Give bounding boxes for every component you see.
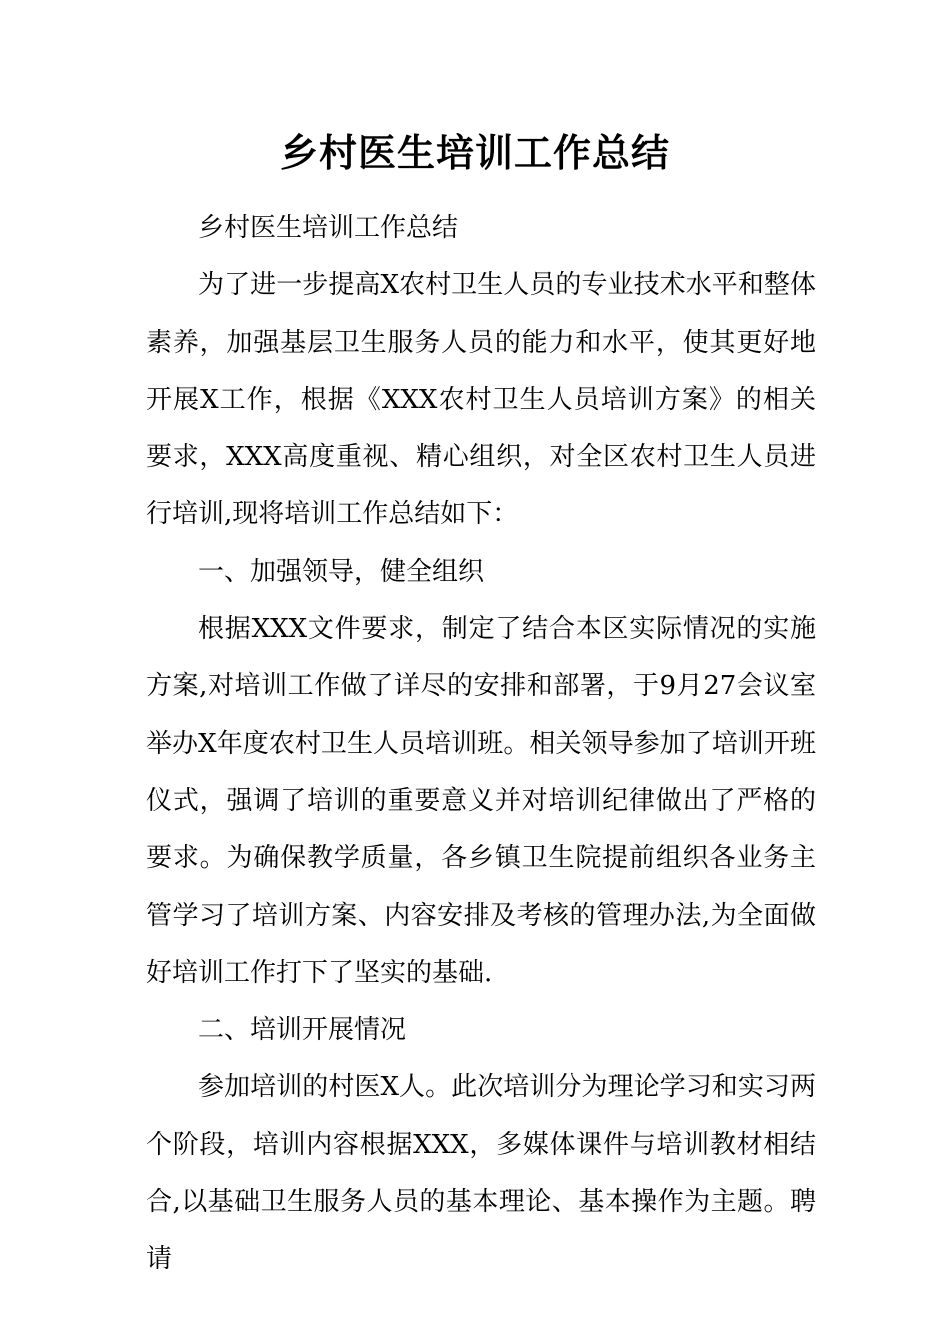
section-heading-2: 二、培训开展情况 bbox=[198, 1015, 407, 1046]
paragraph-section-2: 参加培训的村医X人。此次培训分为理论学习和实习两个阶段，培训内容根据XXX，多媒体课件与培训教材相结合,以基础卫生服务人员的基本理论、基本操作为主题。聘请 bbox=[146, 1072, 816, 1275]
paragraph-intro: 为了进一步提高X农村卫生人员的专业技术水平和整体素养，加强基层卫生服务人员的能力和水平，使其更好地开展X工作，根据《XXX农村卫生人员培训方案》的相关要求，XXX高度重视、精心组织，对全区农村卫生人员进行培训,现将培训工作总结如下： bbox=[146, 270, 816, 530]
paragraph-section-1: 根据XXX文件要求，制定了结合本区实际情况的实施方案,对培训工作做了详尽的安排和部署，于9月27会议室举办X年度农村卫生人员培训班。相关领导参加了培训开班仪式，强调了培训的重要意义并对培训纪律做出了严格的要求。为确保教学质量，各乡镇卫生院提前组织各业务主管学习了培训方案、内容安排及考核的管理办法,为全面做好培训工作打下了坚实的基础. bbox=[146, 614, 816, 988]
document-body bbox=[146, 200, 816, 1289]
document-title: 乡村医生培训工作总结 bbox=[279, 130, 670, 175]
section-heading-1: 一、加强领导，健全组织 bbox=[198, 556, 485, 587]
paragraph-subtitle: 乡村医生培训工作总结 bbox=[198, 213, 459, 243]
